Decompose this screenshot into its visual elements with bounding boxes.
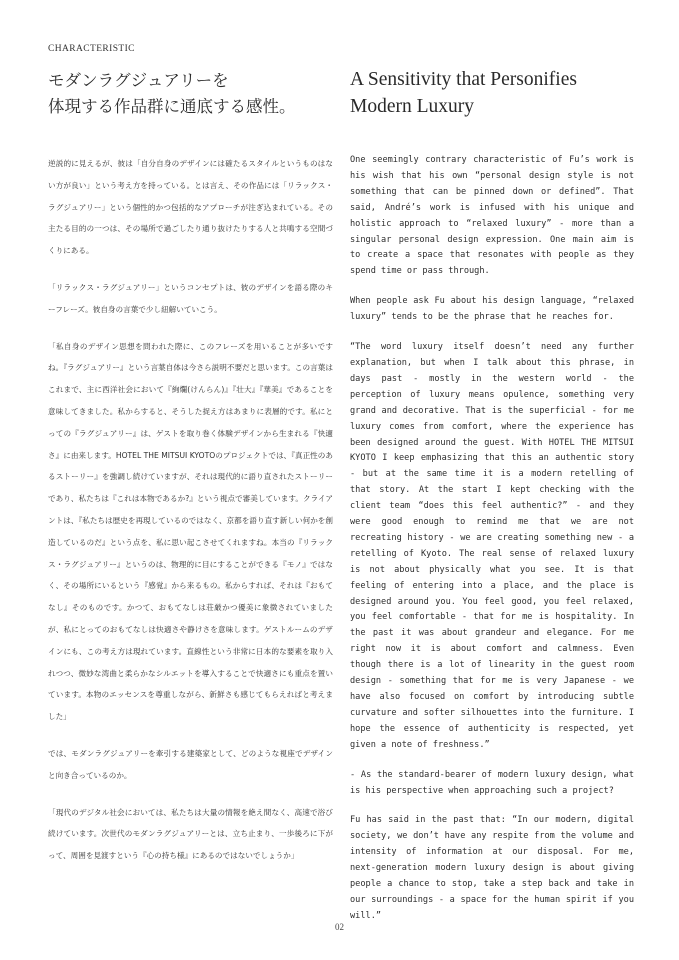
title-japanese-line-2: 体現する作品群に通底する感性。 <box>48 97 296 116</box>
english-paragraph: When people ask Fu about his design language, “relaxed luxury” tends to be the phrase that he reaches for. <box>350 296 634 323</box>
title-japanese-line-1: モダンラグジュアリーを <box>48 71 229 90</box>
japanese-paragraph: では、モダンラグジュアリーを牽引する建築家として、どのような視座でデザインと向き合っているのか。 <box>48 748 333 780</box>
english-paragraph: Fu has said in the past that: “In our modern, digital society, we don’t have any respite from the volume and intensity of information at our disposal. For me, next-generation modern luxury design is about giving people a chance to stop, take a step back and take in our surroundings - a space for the human spirit if you will.” <box>350 815 634 921</box>
page-number: 02 <box>335 922 344 932</box>
title-english <box>350 66 640 120</box>
english-paragraph: One seemingly contrary characteristic of Fu’s work is his wish that his own “personal design style is not something that can be pinned down or defined”. That said, André’s work is infused with his unique and holistic approach to “relaxed luxury” - more than a singular personal design expression. One main aim is to create a space that resonates with people as they spend time or pass through. <box>350 155 634 277</box>
japanese-body-column <box>48 153 333 882</box>
english-paragraph: - As the standard-bearer of modern luxury design, what is his perspective when approaching such a project? <box>350 769 634 796</box>
section-label: CHARACTERISTIC <box>48 44 135 54</box>
english-paragraph: “The word luxury itself doesn’t need any further explanation, but when I talk about this phrase, in days past - mostly in the western world - the perception of luxury means opulence, something very grand and decorative. That is the superficial - for me luxury comes from comfort, where the experience has been designed around the guest. With HOTEL THE MITSUI KYOTO I keep emphasizing that this an authentic story - but at the same time it is a modern retelling of that story. At the start I kept checking with the client team “does this feel authentic?” - and they were good enough to remind me that we are not recreating history - we are creating something new - a retelling of Kyoto. The real sense of relaxed luxury is not about physically what you see. It is that feeling of entering into a place, and the place is designed around you. You feel good, you feel relaxed, you feel comfortable - that for me is hospitality. In the past it was about grandeur and elegance. For me right now it is about comfort and calmness. Even though there is a lot of linearity in the guest room design - something that for me is very Japanese - we have also focused on comfort by introducing subtle curvature and softer silhouettes into the furniture. I hope the essence of authenticity is respected, yet given a note of freshness.” <box>350 342 634 750</box>
japanese-paragraph: 逆説的に見えるが、彼は「自分自身のデザインには確たるスタイルというものはない方が良い」という考え方を持っている。とは言え、その作品には「リラックス・ラグジュアリー」という個性的かつ包括的なアプローチが注ぎ込まれている。その主たる目的の一つは、その場所で過ごしたり通り抜けたりする人と共鳴する空間づくりにある。 <box>48 159 333 256</box>
title-english-line-1: A Sensitivity that Personifies <box>350 69 577 90</box>
title-japanese <box>48 68 318 120</box>
japanese-paragraph: 「リラックス・ラグジュアリー」というコンセプトは、彼のデザインを語る際のキーフレーズ。彼自身の言葉で少し紐解いていこう。 <box>48 282 333 314</box>
title-english-line-2: Modern Luxury <box>350 96 475 117</box>
japanese-paragraph: 「現代のデジタル社会においては、私たちは大量の情報を絶え間なく、高速で浴び続けています。次世代のモダンラグジュアリーとは、立ち止まり、一歩後ろに下がって、周囲を見渡すという『心の持ち様』にあるのではないでしょうか」 <box>48 807 333 861</box>
japanese-paragraph: 「私自身のデザイン思想を問われた際に、このフレーズを用いることが多いですね。『ラグジュアリー』という言葉自体は今さら説明不要だと思います。この言葉はこれまで、主に西洋社会において『絢爛(けんらん)』『壮大』『華美』であることを意味してきました。私からすると、そうした捉え方はあまりに表層的です。私にとっての『ラグジュアリー』は、ゲストを取り巻く体験デザインから生まれる『快適さ』に由来します。HOTEL THE MITSUI KYOTOのプロジェクトでは、『真正性のあるストーリー』を強調し続けていますが、それは現代的に語り直されたストーリーであり、私たちは『これは本物であるか?』という視点で審美しています。クライアントは、『私たちは歴史を再現しているのではなく、京都を語り直す新しい何かを創造しているのだ』という点を、私に思い起こさせてくれますね。本当の『リラックス・ラグジュアリー』というのは、物理的に目にすることができる『モノ』ではなく、その場所にいるという『感覚』から来るもの。私からすれば、それは『おもてなし』そのものです。かつて、おもてなしは荘厳かつ優美に象徴されていましたが、私にとってのおもてなしは快適さや静けさを意味します。ゲストルームのデザインにも、この考え方は現れています。直線性という非常に日本的な要素を取り入れつつ、微妙な湾曲と柔らかなシルエットを導入することで快適さにも重点を置いています。本物のエッセンスを尊重しながら、新鮮さも感じてもらえればと考えました」 <box>48 341 333 722</box>
english-body-column <box>350 153 634 939</box>
